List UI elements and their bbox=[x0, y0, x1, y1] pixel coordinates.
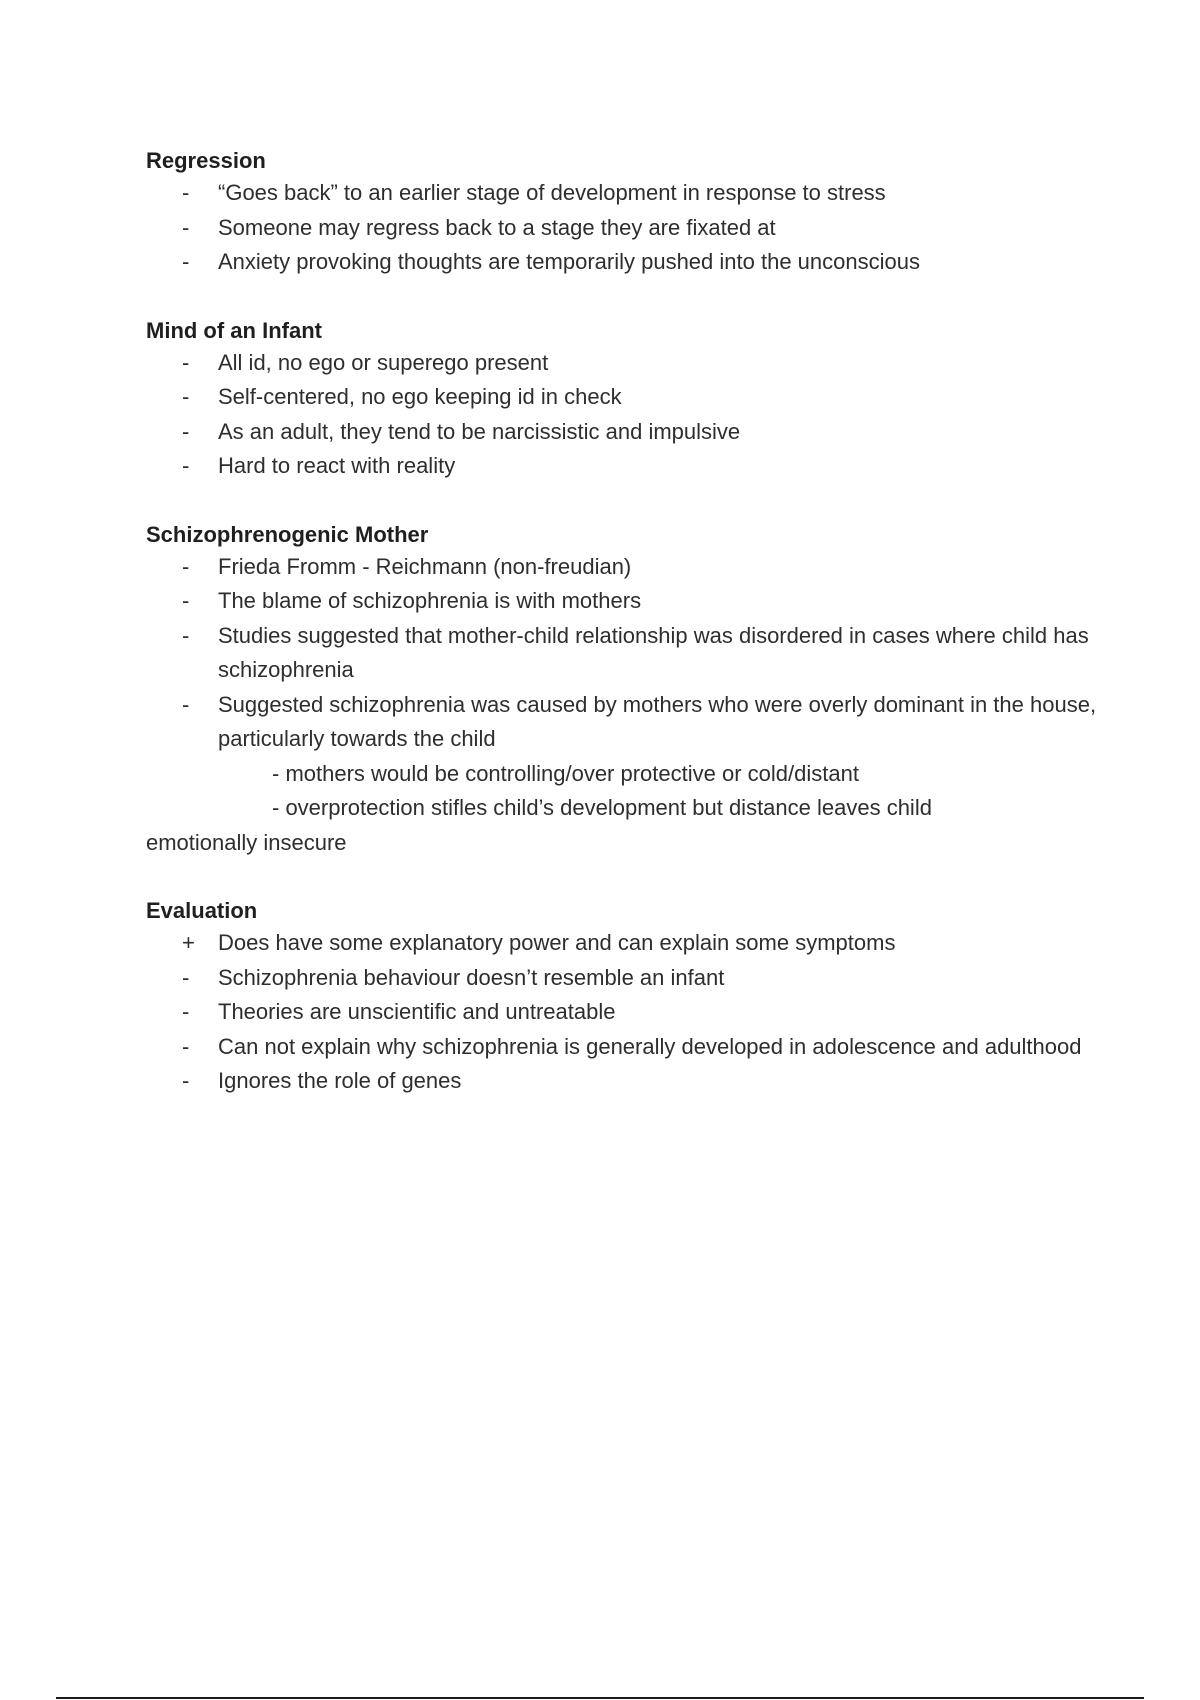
section-heading: Mind of an Infant bbox=[146, 317, 322, 343]
list-item-text: The blame of schizophrenia is with mothers bbox=[218, 588, 642, 613]
list-item-text: Someone may regress back to a stage they are fixated at bbox=[218, 214, 776, 240]
bullet-marker: - bbox=[182, 691, 190, 717]
bullet-list bbox=[146, 926, 1106, 1099]
list-item-text: As an adult, they tend to be narcissistic and impulsive bbox=[218, 418, 741, 444]
bullet-marker: - bbox=[182, 964, 190, 990]
list-item bbox=[146, 688, 1106, 757]
bullet-marker: - bbox=[182, 418, 190, 444]
section-evaluation bbox=[146, 896, 1106, 1099]
bullet-marker: - bbox=[182, 180, 190, 205]
list-item bbox=[146, 926, 1106, 961]
plus-marker: + bbox=[182, 930, 195, 955]
list-item bbox=[146, 449, 1106, 484]
list-item bbox=[146, 961, 1106, 996]
bullet-marker: - bbox=[182, 1033, 190, 1059]
list-item-text: Can not explain why schizophrenia is generally developed in adolescence and adulthood bbox=[218, 1033, 1082, 1059]
list-item-text: Suggested schizophrenia was caused by mothers who were overly dominant in the house, particularly towards the child bbox=[218, 691, 1097, 751]
list-item-text: “Goes back” to an earlier stage of development in response to stress bbox=[218, 180, 886, 205]
sub-point: - overprotection stifles child’s development but distance leaves child bbox=[272, 795, 932, 820]
section-heading: Regression bbox=[146, 148, 266, 173]
list-item-text: Theories are unscientific and untreatable bbox=[218, 999, 616, 1024]
bullet-marker: - bbox=[182, 349, 190, 375]
list-item bbox=[146, 1064, 1106, 1099]
list-item bbox=[146, 346, 1106, 381]
list-item-text: Does have some explanatory power and can explain some symptoms bbox=[218, 930, 896, 955]
list-item bbox=[146, 380, 1106, 415]
bullet-marker: - bbox=[182, 384, 190, 409]
list-item-text: All id, no ego or superego present bbox=[218, 349, 549, 375]
list-item-text: Frieda Fromm - Reichmann (non-freudian) bbox=[218, 553, 632, 579]
bullet-list bbox=[146, 176, 1106, 280]
list-item-text: Studies suggested that mother-child relationship was disordered in cases where child has schizophrenia bbox=[218, 622, 1089, 682]
section-heading: Evaluation bbox=[146, 898, 258, 923]
section-schizophrenogenic-mother bbox=[146, 520, 1106, 861]
list-item bbox=[146, 1030, 1106, 1065]
list-item bbox=[146, 245, 1106, 280]
list-item bbox=[146, 176, 1106, 211]
bullet-list bbox=[146, 346, 1106, 484]
bullet-marker: - bbox=[182, 622, 190, 648]
list-item bbox=[146, 550, 1106, 585]
sub-point-continuation: emotionally insecure bbox=[146, 829, 347, 855]
list-item bbox=[146, 584, 1106, 619]
list-item-text: Self-centered, no ego keeping id in check bbox=[218, 384, 622, 409]
bullet-marker: - bbox=[182, 588, 190, 613]
bullet-marker: - bbox=[182, 249, 190, 274]
bullet-marker: - bbox=[182, 214, 190, 240]
list-item-text: Ignores the role of genes bbox=[218, 1068, 462, 1093]
sub-point: - mothers would be controlling/over protective or cold/distant bbox=[272, 760, 859, 786]
bullet-marker: - bbox=[182, 999, 190, 1024]
list-item bbox=[146, 995, 1106, 1030]
list-item-text: Schizophrenia behaviour doesn’t resemble an infant bbox=[218, 964, 725, 990]
footer-divider bbox=[56, 1697, 1144, 1699]
list-item bbox=[146, 211, 1106, 246]
section-mind-of-an-infant bbox=[146, 316, 1106, 484]
list-item bbox=[146, 619, 1106, 688]
section-regression bbox=[146, 146, 1106, 280]
bullet-list bbox=[146, 550, 1106, 757]
list-item-text: Anxiety provoking thoughts are temporarily pushed into the unconscious bbox=[218, 249, 920, 274]
list-item-text: Hard to react with reality bbox=[218, 453, 456, 478]
bullet-marker: - bbox=[182, 1068, 190, 1093]
bullet-marker: - bbox=[182, 553, 190, 579]
notes-content bbox=[146, 146, 1106, 1135]
bullet-marker: - bbox=[182, 453, 190, 478]
list-item bbox=[146, 415, 1106, 450]
section-heading: Schizophrenogenic Mother bbox=[146, 521, 429, 547]
